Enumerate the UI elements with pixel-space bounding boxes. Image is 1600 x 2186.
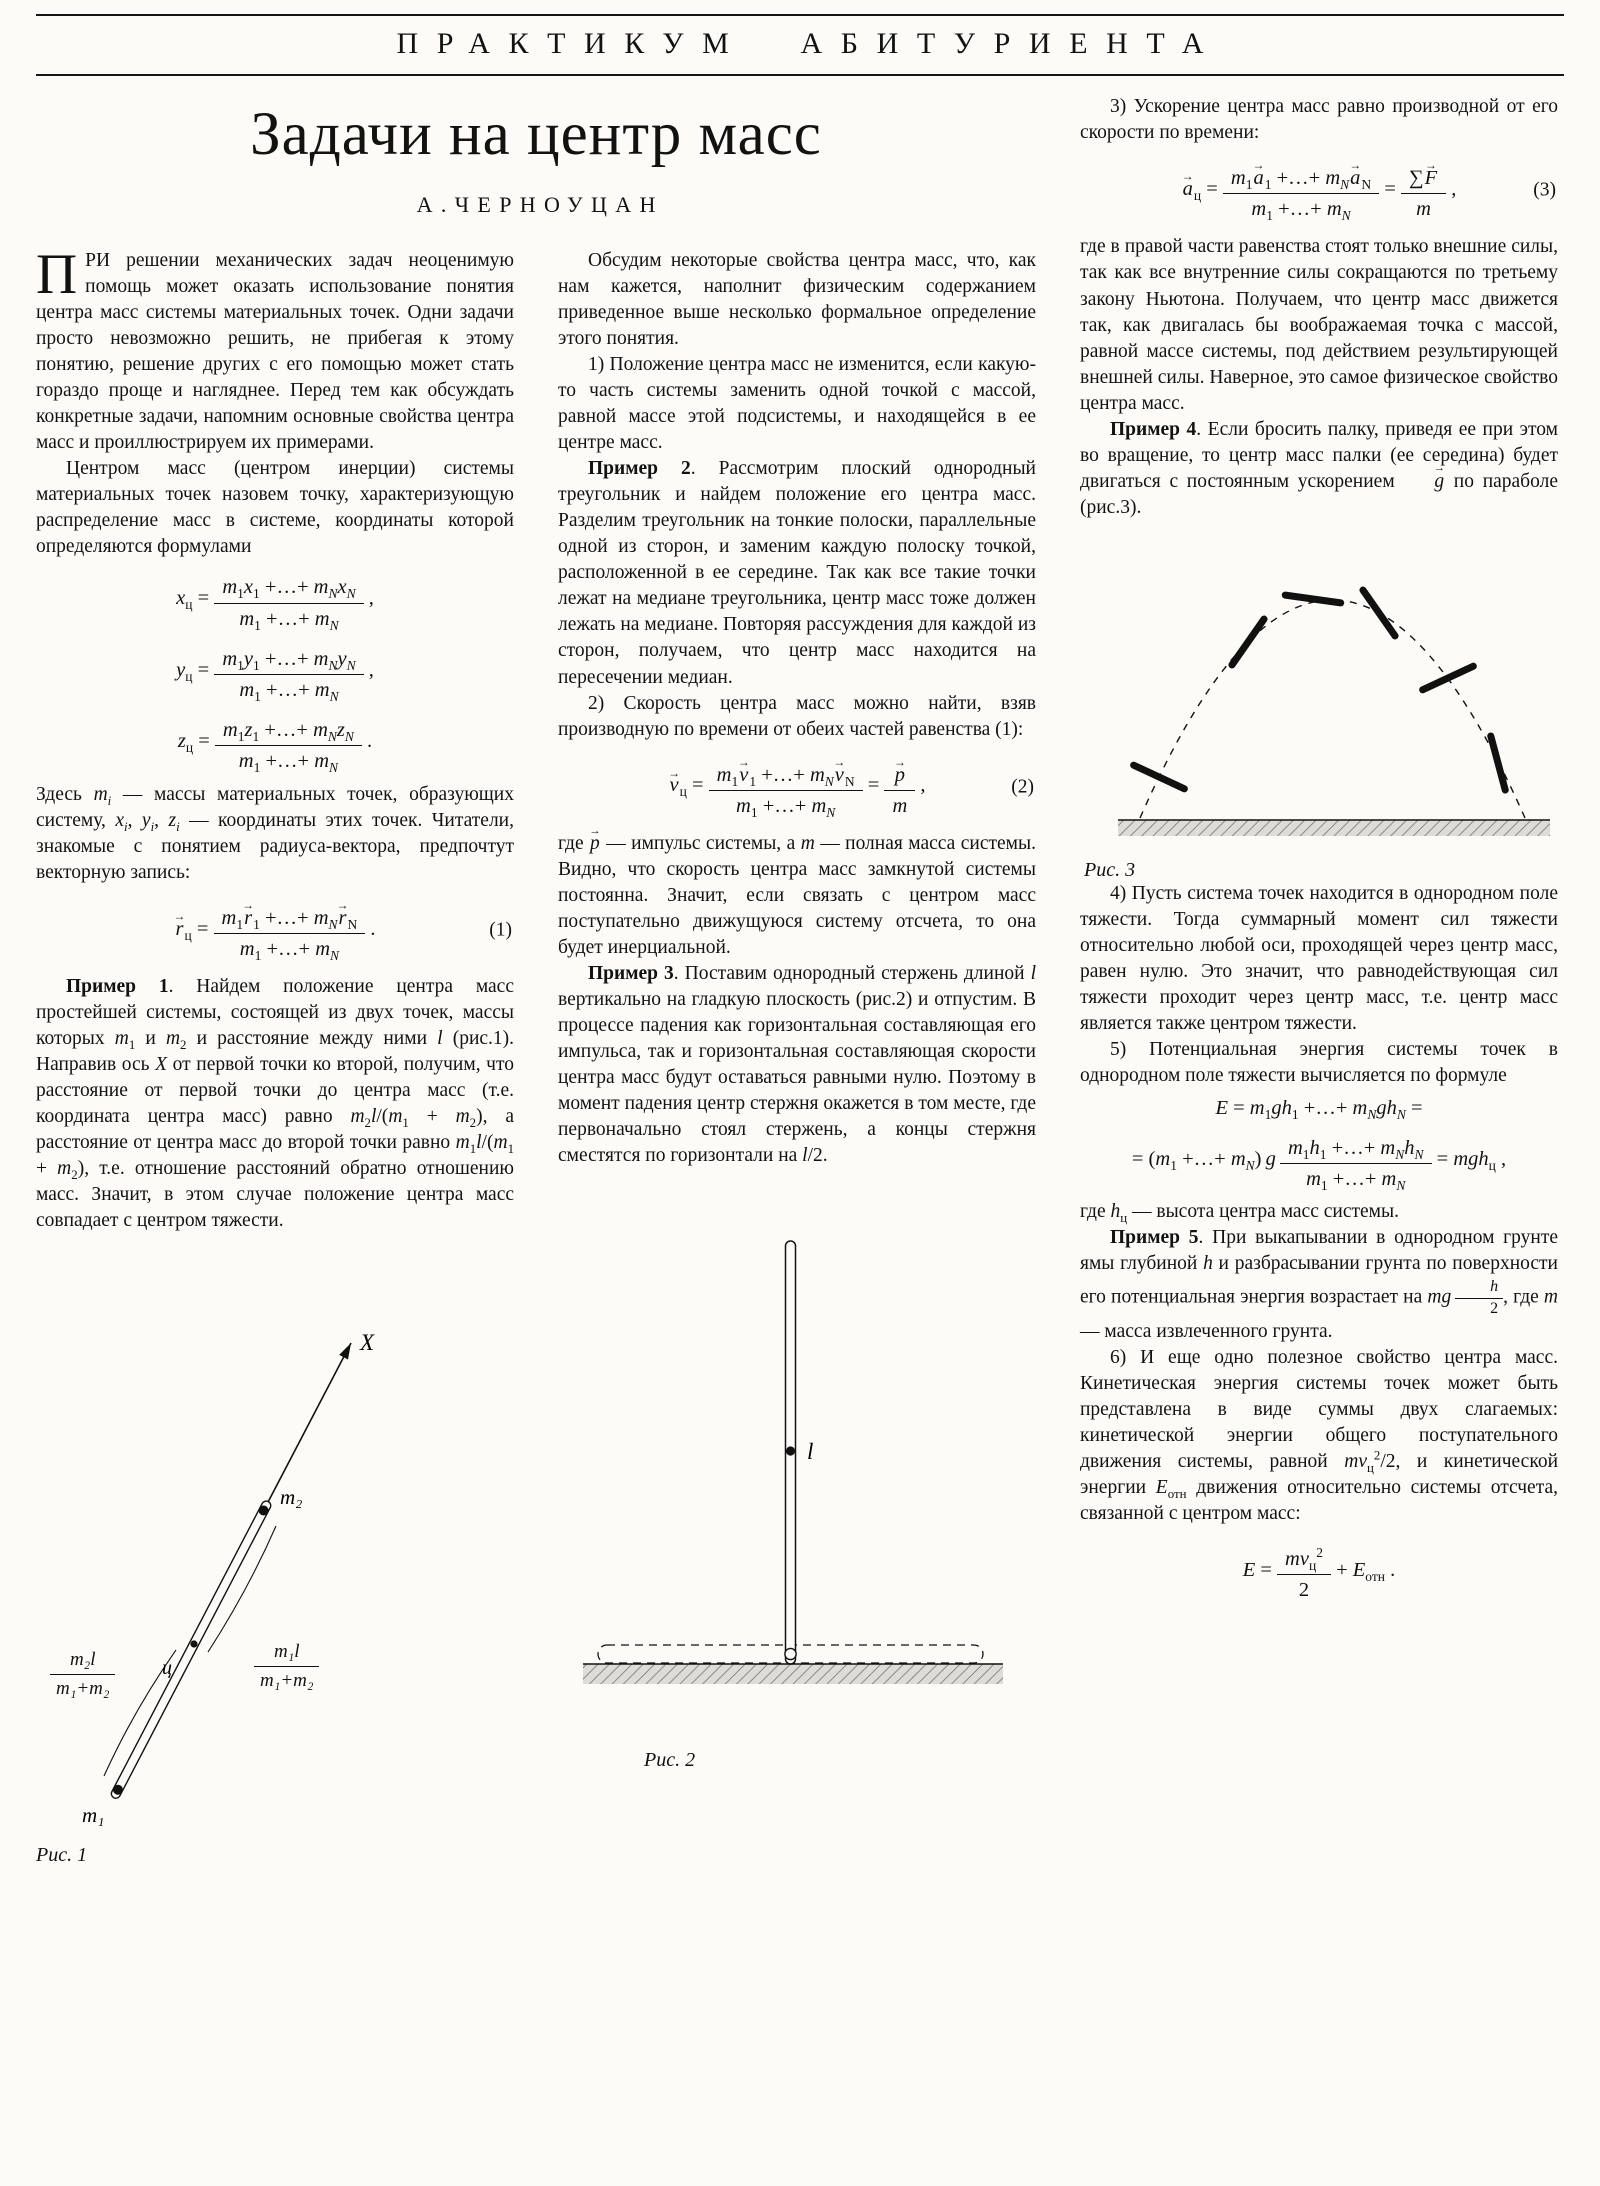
equation-2 <box>558 755 1036 819</box>
left-section <box>36 84 1037 1867</box>
stick <box>1363 590 1395 636</box>
paragraph-property-4: 4) Пусть система точек находится в однородном поле тяжести. Тогда суммарный момент сил тяжести относительно любой оси, проходящей через центр масс, равен нулю. Это значит, что равнодействующая сил тяжести проходит через центр масс, т.е. центр масс является также центром тяжести. <box>1080 882 1558 1034</box>
equation-body: → $a_ц$ = $m_1\to a_1$ +…+ $m_N\to a_N$ $m_1$ +…+ $m_N$ = $\frac{\sum\to F}{m}$ , <box>1182 178 1457 200</box>
center-of-mass-dot <box>786 1447 795 1456</box>
rod <box>110 1500 272 1800</box>
axis-label: X <box>360 1330 375 1356</box>
fraction-label-right <box>254 1638 319 1693</box>
stick <box>1423 666 1474 690</box>
column-3 <box>1080 84 1558 1864</box>
equation-1 <box>36 898 514 962</box>
figure-2-caption: Рис. 2 <box>644 1749 696 1772</box>
label-center: ц <box>162 1657 172 1680</box>
page-content <box>36 84 1564 1867</box>
rubric-title: ПРАКТИКУМ АБИТУРИЕНТА <box>396 27 1223 60</box>
two-columns <box>36 243 1037 1867</box>
stick <box>1285 595 1340 603</box>
equation-number: (1) <box>489 919 512 941</box>
paragraph: где → p — импульс системы, а m — полная масса системы. Видно, что скорость центра масс замкнутой системы постоянна. Значит, если связать с центром масс поступательно движущуюся систему отсчета, то она будет инерциальной. <box>558 831 1036 961</box>
figure-1-diagram <box>36 1248 506 1838</box>
paragraph-text: РИ решении механических задач неоценимую помощь может оказать использование понятия центра масс системы материальных точек. Одни задачи просто невозможно решить, не прибегая к этому понятию, решение других с его помощью может стать гораздо проще и нагляднее. Перед тем как обсуждать конкретные задачи, напомним основные свойства центра масс и проиллюстрируем их примерами. <box>36 250 514 454</box>
fraction-denominator: m₁+m₂ <box>56 1677 110 1699</box>
stick <box>1134 765 1185 789</box>
article-author: А.ЧЕРНОУЦАН <box>416 192 664 217</box>
equation-3 <box>1080 158 1558 222</box>
equation-body: → $r_ц$ = $m_1\to r_1$ +…+ $m_N\to r_N$ $m_1$ +…+ $m_N$ . <box>174 918 375 940</box>
equation-number: (2) <box>1011 776 1034 798</box>
article-title: Задачи на центр масс <box>250 101 822 168</box>
equation-body: $y_ц$ = $m_1y_1$ +…+ $m_Ny_N$ $m_1$ +…+ $m_N$ , <box>176 659 374 681</box>
base-circle <box>785 1649 796 1660</box>
ground <box>1118 820 1550 836</box>
paragraph-example-1: Пример 1. Найдем положение центра масс простейшей системы, состоящей из двух точек, массы которых $m_1$ и $m_2$ и расстояние между ними l (рис.1). Направив ось X от первой точки ко второй, получим, что расстояние от первой точки до центра масс (т.е. координата центра масс) равно $m_2l/(m_1 + m_2)$, а расстояние от центра масс до второй точки равно $m_1l/(m_1 + m_2)$, т.е. отношение расстояний обратно отношению масс. Значит, в этом случае положение центра масс совпадает с центром тяжести. <box>36 976 515 1232</box>
equation-body: $z_ц$ = $m_1z_1$ +…+ $m_Nz_N$ $m_1$ +…+ $m_N$ . <box>178 730 372 752</box>
point-center-of-mass <box>190 1641 197 1648</box>
ground <box>583 1664 1003 1684</box>
equation-z <box>36 710 514 774</box>
fraction-denominator: m₁+m₂ <box>260 1669 314 1691</box>
equation-energy-line-2 <box>1080 1128 1558 1192</box>
paragraph: Обсудим некоторые свойства центра масс, что, как нам кажется, наполнит физическим содержанием приведенное выше несколько формальное определение этого понятия. <box>558 250 1036 350</box>
figure-1 <box>36 1248 514 1867</box>
stick <box>1491 736 1505 790</box>
equation-kinetic <box>1080 1539 1558 1603</box>
figure-2-diagram <box>558 1183 1028 1743</box>
masthead <box>36 14 1564 76</box>
equation-x <box>36 567 514 631</box>
paragraph-example-2: Пример 2. Рассмотрим плоский однородный треугольник и найдем положение его центра масс. Разделим треугольник на тонкие полоски, параллельные одной из сторон, и заменим каждую полоску точкой, расположенной в ее середине. Так как все такие точки лежат на медиане треугольника, центр масс тоже должен лежать на медиане. Повторяя рассуждения для каждой из сторон, получаем, что центр масс находится на пересечении медиан. <box>558 458 1036 688</box>
figure-3-caption: Рис. 3 <box>1084 858 1136 881</box>
paragraph: где в правой части равенства стоят только внешние силы, так как все внутренние силы сокращаются по третьему закону Ньютона. Получаем, что центр масс движется так, как двигалась бы воображаемая точка с массой, равной массе системы, под действием результирующей внешней силы. Наверное, это самое физическое свойство центра масс. <box>1080 236 1558 414</box>
paragraph: Здесь $m_i$ — массы материальных точек, образующих систему, $x_i$, $y_i$, $z_i$ — координаты этих точек. Читатели, знакомые с понятием радиуса-вектора, предпочтут векторную запись: <box>36 783 514 883</box>
trajectory-parabola <box>1140 600 1525 818</box>
figure-2 <box>558 1183 1036 1773</box>
paragraph-property-3: 3) Ускорение центра масс равно производной от его скорости по времени: <box>1080 96 1558 144</box>
paragraph-example-4: Пример 4. Если бросить палку, приведя ее при этом во вращение, то центр масс палки (ее середина) будет двигаться с постоянным ускорением → g по параболе (рис.3). <box>1080 417 1558 521</box>
paragraph-property-1: 1) Положение центра масс не изменится, если какую-то часть системы заменить одной точкой с массой, равной массе этой подсистемы, и находящейся в ее центре масс. <box>558 354 1036 454</box>
paragraph-property-6: 6) И еще одно полезное свойство центра масс. Кинетическая энергия системы точек может быть представлена в виде суммы двух слагаемых: кинетической энергии общего поступательного движения системы, равной $mv_ц^2/2$, и кинетической энергии $E_{отн}$ движения относительно системы отсчета, связанной с центром масс: <box>1080 1346 1559 1525</box>
paragraph-example-5: Пример 5. При выкапывании в однородном грунте ямы глубиной h и разбрасывании грунта по поверхности его потенциальная энергия возрастает на mg $\frac{h}{2}$ , где m — масса извлеченного грунта. <box>1080 1227 1558 1342</box>
label-m2: m₂ <box>280 1485 303 1510</box>
figure-1-caption: Рис. 1 <box>36 1844 88 1867</box>
equation-y <box>36 639 514 703</box>
paragraph-property-2: 2) Скорость центра масс можно найти, взяв производную по времени от обеих частей равенства (1): <box>558 692 1036 740</box>
paragraph: Центром масс (центром инерции) системы материальных точек назовем точку, характеризующую распределение масс в системе, координаты которой определяются формулами <box>36 458 514 558</box>
equation-body: = ($m_1$ +…+ $m_N$) g $m_1h_1$ +…+ $m_Nh_N$ $m_1$ +…+ $m_N$ = mgh$_ц$ , <box>1132 1148 1506 1170</box>
column-1 <box>36 243 515 1867</box>
drop-cap: П <box>36 243 78 306</box>
stick <box>1232 619 1264 665</box>
equation-body: $x_ц$ = $m_1x_1$ +…+ $m_Nx_N$ $m_1$ +…+ $m_N$ , <box>176 587 374 609</box>
label-m1: m₁ <box>82 1803 105 1828</box>
point-m1 <box>113 1785 123 1795</box>
rotating-sticks <box>1134 590 1506 790</box>
paragraph <box>36 243 514 456</box>
length-label: l <box>807 1439 814 1465</box>
column-2 <box>558 248 1036 1864</box>
equation-body: $E = m_1gh_1$ +…+ $m_Ngh_N$ = <box>1215 1097 1423 1123</box>
paragraph: где $h_ц$ — высота центра масс системы. <box>1080 1201 1399 1225</box>
equation-energy-line-1 <box>1080 1096 1558 1121</box>
equation-number: (3) <box>1533 179 1556 201</box>
equation-body: → $v_ц$ = $m_1\to v_1$ +…+ $m_N\to v_N$ $m_1$ +…+ $m_N$ = → $\frac{p}{m}$ , <box>668 774 925 796</box>
fraction-label-left <box>50 1646 115 1701</box>
figure-3 <box>1080 535 1558 881</box>
paragraph-example-3: Пример 3. Поставим однородный стержень длиной l вертикально на гладкую плоскость (рис.2) и отпустим. В процессе падения как горизонтальная составляющая его импульса, так и горизонтальная составляющая скорости центра масс будут оставаться равными нулю. Поэтому в момент падения центр стержня окажется в том месте, где первоначально стоял стержень, а концы стержня сместятся по горизонтали на l/2. <box>558 963 1037 1167</box>
fraction-numerator: m₂l <box>50 1646 115 1674</box>
axis-arrowhead-icon <box>339 1343 351 1360</box>
figure-3-diagram <box>1080 535 1570 853</box>
point-m2 <box>259 1506 269 1516</box>
fraction-numerator: m₁l <box>254 1638 319 1666</box>
paragraph-property-5: 5) Потенциальная энергия системы точек в однородном поле тяжести вычисляется по формуле <box>1080 1038 1558 1086</box>
equation-body: E = $mv_ц^2$ 2 + $E_{отн}$ . <box>1243 1559 1396 1581</box>
